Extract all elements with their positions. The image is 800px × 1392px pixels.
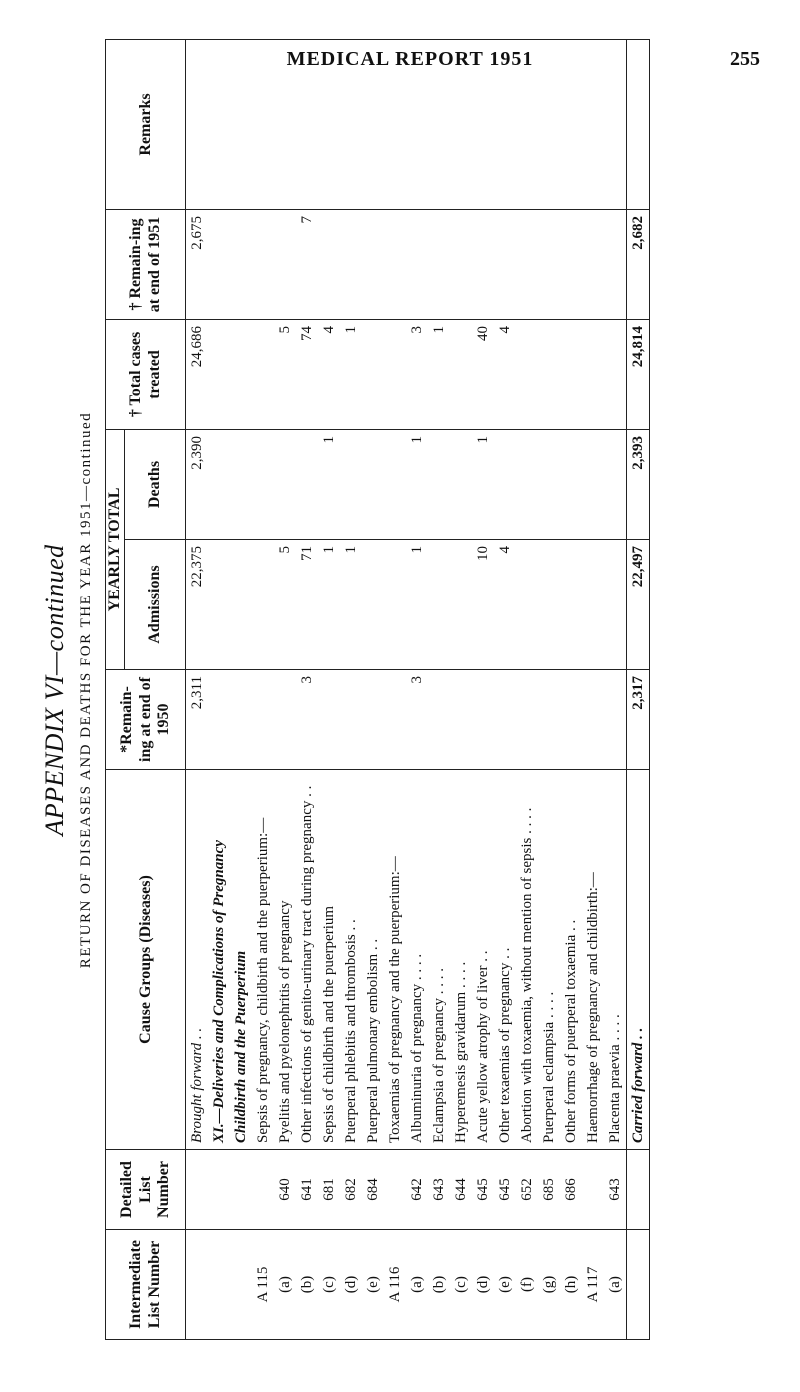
remarks-cell bbox=[582, 40, 604, 210]
detailed-number-cell bbox=[208, 1150, 252, 1230]
total-cases-cell: 3 bbox=[406, 320, 428, 430]
admissions-cell: 1 bbox=[406, 540, 428, 670]
detailed-number-cell: 684 bbox=[362, 1150, 384, 1230]
table-row bbox=[582, 40, 604, 1340]
total-cases-cell: 4 bbox=[318, 320, 340, 430]
remaining-1951-cell bbox=[538, 210, 560, 320]
cause-group-cell: Sepsis of childbirth and the puerperium bbox=[318, 770, 340, 1150]
table-row bbox=[450, 40, 472, 1340]
detailed-number-cell bbox=[384, 1150, 406, 1230]
remarks-cell bbox=[604, 40, 627, 210]
detailed-number-cell: 652 bbox=[516, 1150, 538, 1230]
cause-group-cell: Puerperal pulmonary embolism . . bbox=[362, 770, 384, 1150]
cause-group-cell: Other infections of genito-urinary tract during pregnancy . . bbox=[296, 770, 318, 1150]
table-row bbox=[362, 40, 384, 1340]
intermediate-number-cell: A 117 bbox=[582, 1230, 604, 1340]
remaining-1950-cell: 3 bbox=[296, 670, 318, 770]
deaths-cell: 2,390 bbox=[186, 430, 209, 540]
remarks-cell bbox=[472, 40, 494, 210]
remaining-1950-cell bbox=[384, 670, 406, 770]
table-row bbox=[494, 40, 516, 1340]
remaining-1950-cell bbox=[582, 670, 604, 770]
remaining-1951-cell bbox=[362, 210, 384, 320]
cause-group-cell: Puerperal eclampsia . . . . bbox=[538, 770, 560, 1150]
deaths-cell bbox=[428, 430, 450, 540]
intermediate-number-cell: (c) bbox=[450, 1230, 472, 1340]
cause-group-cell: Eclampsia of pregnancy . . . . bbox=[428, 770, 450, 1150]
total-cases-cell: 4 bbox=[494, 320, 516, 430]
remarks-cell bbox=[516, 40, 538, 210]
admissions-cell: 4 bbox=[494, 540, 516, 670]
cause-group-cell: Other forms of puerperal toxaemia . . bbox=[560, 770, 582, 1150]
deaths-cell bbox=[450, 430, 472, 540]
intermediate-number-cell: A 115 bbox=[252, 1230, 274, 1340]
table-row bbox=[604, 40, 627, 1340]
remarks-cell bbox=[450, 40, 472, 210]
remarks-cell bbox=[208, 40, 252, 210]
cause-group-cell: Abortion with toxaemia, without mention of sepsis . . . . bbox=[516, 770, 538, 1150]
remaining-1951-cell: 7 bbox=[296, 210, 318, 320]
admissions-cell: 1 bbox=[340, 540, 362, 670]
total-cases-cell: 1 bbox=[428, 320, 450, 430]
admissions-cell bbox=[252, 540, 274, 670]
admissions-cell bbox=[208, 540, 252, 670]
deaths-cell: 1 bbox=[406, 430, 428, 540]
total-cases-cell: 24,814 bbox=[627, 320, 650, 430]
total-cases-cell bbox=[582, 320, 604, 430]
deaths-cell bbox=[362, 430, 384, 540]
table-row bbox=[274, 40, 296, 1340]
table-row bbox=[384, 40, 406, 1340]
cause-group-cell: Toxaemias of pregnancy and the puerperium:— bbox=[384, 770, 406, 1150]
cause-group-cell: Placenta praevia . . . . bbox=[604, 770, 627, 1150]
remaining-1950-cell bbox=[318, 670, 340, 770]
page-number: 255 bbox=[730, 48, 760, 70]
detailed-number-cell: 681 bbox=[318, 1150, 340, 1230]
intermediate-number-cell: (b) bbox=[296, 1230, 318, 1340]
table-row bbox=[428, 40, 450, 1340]
intermediate-number-cell bbox=[186, 1230, 209, 1340]
remaining-1950-cell bbox=[340, 670, 362, 770]
intermediate-number-cell: A 116 bbox=[384, 1230, 406, 1340]
table-row bbox=[340, 40, 362, 1340]
remaining-1951-cell bbox=[582, 210, 604, 320]
remaining-1951-cell bbox=[384, 210, 406, 320]
remaining-1951-cell bbox=[472, 210, 494, 320]
admissions-cell bbox=[384, 540, 406, 670]
remaining-1950-cell bbox=[208, 670, 252, 770]
detailed-number-cell: 686 bbox=[560, 1150, 582, 1230]
total-cases-cell bbox=[604, 320, 627, 430]
cause-group-cell: XI.—Deliveries and Complications of Pregnancy Childbirth and the Puerperium bbox=[208, 770, 252, 1150]
col-admissions: Admissions bbox=[125, 540, 186, 670]
cause-group-cell: Carried forward . . bbox=[627, 770, 650, 1150]
remarks-cell bbox=[296, 40, 318, 210]
remaining-1950-cell bbox=[274, 670, 296, 770]
intermediate-number-cell: (d) bbox=[472, 1230, 494, 1340]
remarks-cell bbox=[384, 40, 406, 210]
intermediate-number-cell: (a) bbox=[274, 1230, 296, 1340]
detailed-number-cell: 642 bbox=[406, 1150, 428, 1230]
col-yearly-total: YEARLY TOTAL bbox=[106, 430, 125, 670]
intermediate-number-cell: (a) bbox=[406, 1230, 428, 1340]
remaining-1951-cell bbox=[208, 210, 252, 320]
col-cause: Cause Groups (Diseases) bbox=[106, 770, 186, 1150]
remaining-1950-cell bbox=[516, 670, 538, 770]
remaining-1950-cell bbox=[428, 670, 450, 770]
remaining-1951-cell bbox=[450, 210, 472, 320]
intermediate-number-cell: (d) bbox=[340, 1230, 362, 1340]
remaining-1950-cell: 3 bbox=[406, 670, 428, 770]
intermediate-number-cell: (c) bbox=[318, 1230, 340, 1340]
col-remarks: Remarks bbox=[106, 40, 186, 210]
detailed-number-cell: 643 bbox=[428, 1150, 450, 1230]
rotated-table-page bbox=[40, 40, 740, 1340]
col-intermediate: Intermediate List Number bbox=[106, 1230, 186, 1340]
total-cases-cell bbox=[208, 320, 252, 430]
remaining-1951-cell: 2,675 bbox=[186, 210, 209, 320]
deaths-cell: 1 bbox=[318, 430, 340, 540]
remaining-1951-cell bbox=[406, 210, 428, 320]
cause-group-cell: Hyperemesis gravidarum . . . . bbox=[450, 770, 472, 1150]
deaths-cell bbox=[494, 430, 516, 540]
detailed-number-cell: 645 bbox=[494, 1150, 516, 1230]
remaining-1950-cell bbox=[472, 670, 494, 770]
admissions-cell bbox=[582, 540, 604, 670]
deaths-cell bbox=[208, 430, 252, 540]
detailed-number-cell: 644 bbox=[450, 1150, 472, 1230]
col-remaining-1950: *Remain-ing at end of 1950 bbox=[106, 670, 186, 770]
table-row bbox=[560, 40, 582, 1340]
detailed-number-cell bbox=[252, 1150, 274, 1230]
admissions-cell: 1 bbox=[318, 540, 340, 670]
table-row bbox=[186, 40, 209, 1340]
intermediate-number-cell: (g) bbox=[538, 1230, 560, 1340]
detailed-number-cell: 640 bbox=[274, 1150, 296, 1230]
remarks-cell bbox=[538, 40, 560, 210]
admissions-cell bbox=[362, 540, 384, 670]
col-deaths: Deaths bbox=[125, 430, 186, 540]
remarks-cell bbox=[494, 40, 516, 210]
intermediate-number-cell bbox=[627, 1230, 650, 1340]
deaths-cell: 2,393 bbox=[627, 430, 650, 540]
detailed-number-cell bbox=[627, 1150, 650, 1230]
cause-group-cell: Haemorrhage of pregnancy and childbirth:— bbox=[582, 770, 604, 1150]
intermediate-number-cell: (a) bbox=[604, 1230, 627, 1340]
remaining-1950-cell: 2,311 bbox=[186, 670, 209, 770]
remaining-1951-cell bbox=[560, 210, 582, 320]
admissions-cell: 10 bbox=[472, 540, 494, 670]
total-cases-cell bbox=[560, 320, 582, 430]
col-detailed: Detailed List Number bbox=[106, 1150, 186, 1230]
total-cases-cell: 40 bbox=[472, 320, 494, 430]
total-cases-cell bbox=[384, 320, 406, 430]
intermediate-number-cell: (h) bbox=[560, 1230, 582, 1340]
intermediate-number-cell: (e) bbox=[494, 1230, 516, 1340]
deaths-cell bbox=[296, 430, 318, 540]
col-total-cases: † Total cases treated bbox=[106, 320, 186, 430]
admissions-cell bbox=[604, 540, 627, 670]
cause-group-cell: Puerperal phlebitis and thrombosis . . bbox=[340, 770, 362, 1150]
remaining-1950-cell: 2,317 bbox=[627, 670, 650, 770]
table-row bbox=[516, 40, 538, 1340]
table-row bbox=[472, 40, 494, 1340]
remarks-cell bbox=[252, 40, 274, 210]
table-row bbox=[538, 40, 560, 1340]
remaining-1951-cell bbox=[274, 210, 296, 320]
total-cases-cell: 1 bbox=[340, 320, 362, 430]
remaining-1951-cell bbox=[494, 210, 516, 320]
remaining-1951-cell bbox=[252, 210, 274, 320]
remaining-1950-cell bbox=[252, 670, 274, 770]
remarks-cell bbox=[560, 40, 582, 210]
intermediate-number-cell: (b) bbox=[428, 1230, 450, 1340]
appendix-title: APPENDIX VI—continued bbox=[40, 544, 69, 836]
deaths-cell bbox=[274, 430, 296, 540]
admissions-cell: 5 bbox=[274, 540, 296, 670]
total-cases-cell: 24,686 bbox=[186, 320, 209, 430]
admissions-cell: 22,375 bbox=[186, 540, 209, 670]
deaths-cell bbox=[252, 430, 274, 540]
remarks-cell bbox=[274, 40, 296, 210]
intermediate-number-cell bbox=[208, 1230, 252, 1340]
detailed-number-cell bbox=[582, 1150, 604, 1230]
total-cases-cell bbox=[450, 320, 472, 430]
table-row bbox=[627, 40, 650, 1340]
total-cases-cell bbox=[252, 320, 274, 430]
admissions-cell bbox=[450, 540, 472, 670]
remaining-1951-cell bbox=[428, 210, 450, 320]
remarks-cell bbox=[340, 40, 362, 210]
appendix-subtitle: RETURN OF DISEASES AND DEATHS FOR THE YEAR 1951—continued bbox=[78, 411, 94, 969]
remaining-1950-cell bbox=[538, 670, 560, 770]
cause-group-cell: Acute yellow atrophy of liver . . bbox=[472, 770, 494, 1150]
remarks-cell bbox=[428, 40, 450, 210]
table-row bbox=[208, 40, 252, 1340]
remaining-1951-cell bbox=[604, 210, 627, 320]
cause-group-cell: Other texaemias of pregnancy . . bbox=[494, 770, 516, 1150]
admissions-cell: 71 bbox=[296, 540, 318, 670]
deaths-cell bbox=[340, 430, 362, 540]
total-cases-cell: 74 bbox=[296, 320, 318, 430]
remaining-1950-cell bbox=[604, 670, 627, 770]
remaining-1951-cell bbox=[318, 210, 340, 320]
table-body bbox=[186, 40, 650, 1340]
deaths-cell bbox=[582, 430, 604, 540]
detailed-number-cell: 641 bbox=[296, 1150, 318, 1230]
detailed-number-cell: 682 bbox=[340, 1150, 362, 1230]
total-cases-cell bbox=[516, 320, 538, 430]
total-cases-cell bbox=[538, 320, 560, 430]
remaining-1951-cell bbox=[516, 210, 538, 320]
deaths-cell: 1 bbox=[472, 430, 494, 540]
intermediate-number-cell: (f) bbox=[516, 1230, 538, 1340]
detailed-number-cell: 685 bbox=[538, 1150, 560, 1230]
detailed-number-cell: 643 bbox=[604, 1150, 627, 1230]
table-row bbox=[296, 40, 318, 1340]
table-header-row bbox=[106, 40, 125, 1340]
intermediate-number-cell: (e) bbox=[362, 1230, 384, 1340]
deaths-cell bbox=[560, 430, 582, 540]
remarks-cell bbox=[362, 40, 384, 210]
deaths-cell bbox=[516, 430, 538, 540]
admissions-cell bbox=[560, 540, 582, 670]
cause-group-cell: Albuminuria of pregnancy . . . . bbox=[406, 770, 428, 1150]
admissions-cell bbox=[428, 540, 450, 670]
running-title: MEDICAL REPORT 1951 bbox=[286, 48, 534, 70]
deaths-cell bbox=[604, 430, 627, 540]
admissions-cell: 22,497 bbox=[627, 540, 650, 670]
deaths-cell bbox=[538, 430, 560, 540]
admissions-cell bbox=[516, 540, 538, 670]
remaining-1950-cell bbox=[560, 670, 582, 770]
remaining-1950-cell bbox=[362, 670, 384, 770]
cause-group-cell: Pyelitis and pyelonephritis of pregnancy bbox=[274, 770, 296, 1150]
remaining-1951-cell: 2,682 bbox=[627, 210, 650, 320]
table-row bbox=[252, 40, 274, 1340]
disease-return-table bbox=[105, 39, 650, 1340]
detailed-number-cell bbox=[186, 1150, 209, 1230]
detailed-number-cell: 645 bbox=[472, 1150, 494, 1230]
deaths-cell bbox=[384, 430, 406, 540]
remarks-cell bbox=[627, 40, 650, 210]
admissions-cell bbox=[538, 540, 560, 670]
remaining-1950-cell bbox=[494, 670, 516, 770]
remarks-cell bbox=[406, 40, 428, 210]
table-row bbox=[318, 40, 340, 1340]
total-cases-cell: 5 bbox=[274, 320, 296, 430]
table-row bbox=[406, 40, 428, 1340]
remarks-cell bbox=[318, 40, 340, 210]
col-remaining-1951: † Remain-ing at end of 1951 bbox=[106, 210, 186, 320]
remaining-1951-cell bbox=[340, 210, 362, 320]
cause-group-cell: Brought forward . . bbox=[186, 770, 209, 1150]
cause-group-cell: Sepsis of pregnancy, childbirth and the puerperium:— bbox=[252, 770, 274, 1150]
remarks-cell bbox=[186, 40, 209, 210]
total-cases-cell bbox=[362, 320, 384, 430]
remaining-1950-cell bbox=[450, 670, 472, 770]
